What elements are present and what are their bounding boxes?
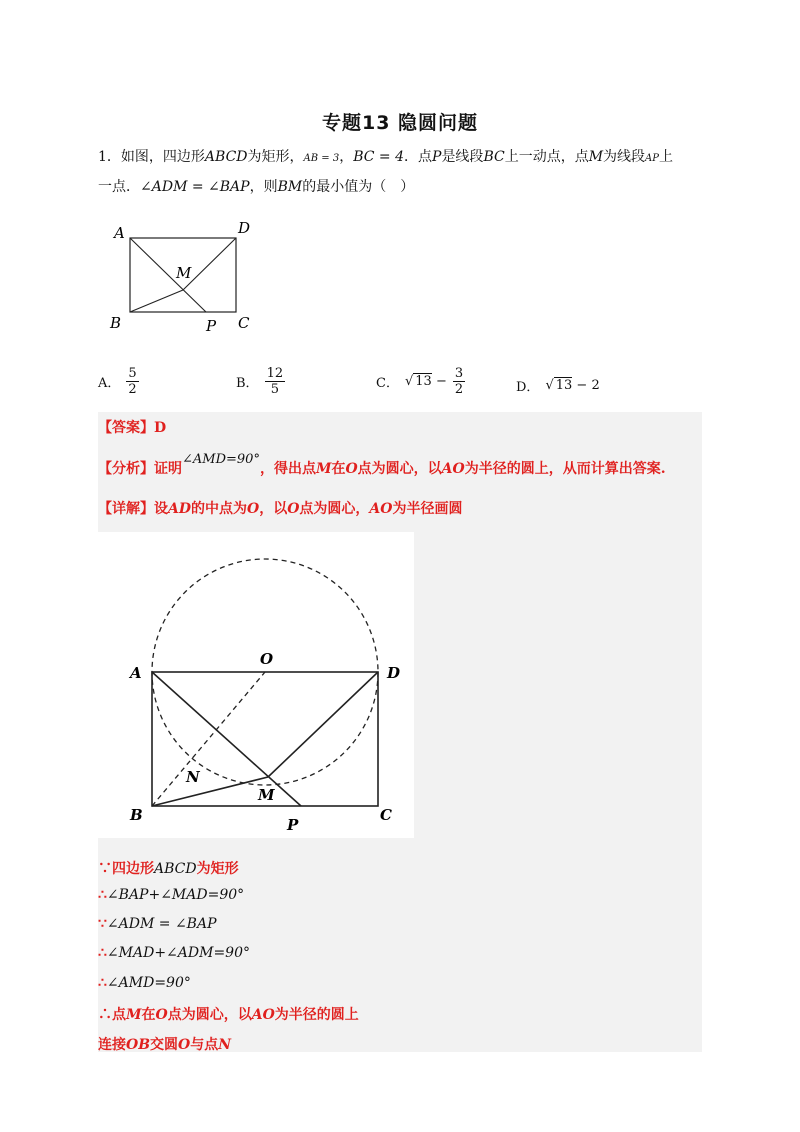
step-4 bbox=[98, 945, 250, 961]
label-c: C bbox=[380, 806, 392, 824]
analysis-text: 点为圆心，以 bbox=[357, 461, 442, 477]
option-c-fraction bbox=[453, 366, 465, 397]
option-a bbox=[98, 366, 139, 397]
detail-text: 的中点为 bbox=[191, 501, 248, 517]
analysis-math: O bbox=[345, 461, 358, 477]
label-b: B bbox=[130, 806, 143, 824]
step-text: 为半径的圆上 bbox=[274, 1007, 359, 1023]
step-math: ∠AMD=90° bbox=[106, 975, 191, 991]
step-text: 在 bbox=[141, 1007, 156, 1023]
q-text: ，则 bbox=[249, 179, 278, 195]
label-c: C bbox=[238, 314, 250, 332]
figure-1-diagram bbox=[108, 214, 268, 336]
q-math: P bbox=[432, 149, 442, 165]
numerator: 5 bbox=[128, 366, 137, 381]
q-math: BM bbox=[277, 179, 303, 195]
step-math: ∠MAD+∠ADM=90° bbox=[106, 945, 250, 961]
step-math: O bbox=[178, 1037, 191, 1053]
step-5 bbox=[98, 975, 191, 991]
q-text: 一点． bbox=[98, 179, 140, 195]
step-1 bbox=[98, 858, 239, 878]
minus-sign: − bbox=[435, 374, 447, 389]
detail-math: AD bbox=[168, 501, 192, 517]
detail-line bbox=[98, 498, 462, 518]
step-symbol: ∴ bbox=[98, 1007, 112, 1023]
answer-value: D bbox=[154, 420, 167, 436]
label-o: O bbox=[260, 650, 274, 668]
step-text: 点为圆心，以 bbox=[167, 1007, 252, 1023]
step-text: 四边形 bbox=[112, 861, 154, 877]
q-math: AB = 3 bbox=[303, 153, 340, 164]
denominator: 5 bbox=[270, 382, 279, 397]
analysis-text: 为半径的圆上，从而计算出答案. bbox=[464, 461, 666, 477]
step-math: ∠ADM = ∠BAP bbox=[106, 916, 217, 932]
question-number: 1． bbox=[98, 149, 121, 165]
step-math: O bbox=[155, 1007, 168, 1023]
step-symbol: ∵ bbox=[98, 916, 107, 932]
step-symbol: ∴ bbox=[98, 945, 107, 961]
q-math: BC bbox=[483, 149, 505, 165]
figure-2-diagram bbox=[98, 532, 414, 838]
step-text: 点 bbox=[112, 1007, 126, 1023]
label-a: A bbox=[130, 664, 142, 682]
analysis-math: AO bbox=[441, 461, 465, 477]
step-math: AO bbox=[251, 1007, 275, 1023]
label-b: B bbox=[110, 314, 122, 332]
denominator: 2 bbox=[454, 382, 464, 397]
label-m: M bbox=[176, 264, 192, 282]
detail-math: O bbox=[287, 501, 300, 517]
detail-math: AO bbox=[369, 501, 393, 517]
analysis-math: ∠AMD=90° bbox=[182, 452, 260, 467]
option-label: B． bbox=[236, 376, 259, 391]
step-text: 交圆 bbox=[150, 1037, 179, 1053]
label-n: N bbox=[186, 768, 200, 786]
step-math: ∠BAP+∠MAD=90° bbox=[106, 887, 245, 903]
question-line-1 bbox=[98, 146, 673, 166]
option-b bbox=[236, 366, 285, 397]
step-symbol: ∴ bbox=[98, 975, 107, 991]
answer-tag: 【答案】 bbox=[98, 420, 154, 436]
detail-text: 点为圆心， bbox=[299, 501, 370, 517]
segment-bm bbox=[130, 290, 183, 312]
step-math: N bbox=[218, 1037, 232, 1053]
step-text: 连接 bbox=[98, 1037, 126, 1053]
radicand: 13 bbox=[415, 374, 432, 389]
option-c-expr: √ 13 − bbox=[404, 374, 447, 389]
label-d: D bbox=[238, 219, 251, 237]
label-p: P bbox=[206, 317, 217, 335]
step-math: OB bbox=[126, 1037, 151, 1053]
q-math: ∠ADM = ∠BAP bbox=[140, 179, 250, 195]
q-text: ．点 bbox=[404, 149, 433, 165]
option-c bbox=[376, 366, 465, 397]
analysis-line bbox=[98, 452, 666, 478]
option-d-expr: √ 13 − 2 bbox=[545, 378, 600, 393]
option-label: A． bbox=[98, 376, 121, 391]
q-math: ABCD bbox=[204, 149, 248, 165]
step-3 bbox=[98, 916, 217, 932]
q-text: 如图，四边形 bbox=[120, 149, 205, 165]
denominator: 2 bbox=[128, 382, 137, 397]
question-line-2 bbox=[98, 176, 414, 196]
option-d bbox=[516, 376, 600, 395]
q-math: BC = 4 bbox=[353, 149, 405, 165]
numerator: 3 bbox=[454, 366, 464, 381]
option-b-fraction bbox=[265, 366, 286, 397]
detail-tag: 【详解】 bbox=[98, 501, 154, 517]
q-math: M bbox=[588, 149, 604, 165]
analysis-text: ，得出点 bbox=[259, 461, 316, 477]
label-a: A bbox=[114, 224, 125, 242]
analysis-text: 证明 bbox=[154, 461, 182, 477]
step-2 bbox=[98, 887, 244, 903]
figure-2-background bbox=[98, 532, 414, 838]
detail-text: 设 bbox=[154, 501, 168, 517]
step-symbol: ∴ bbox=[98, 887, 107, 903]
label-p: P bbox=[287, 816, 299, 834]
detail-text: 为半径画圆 bbox=[392, 501, 463, 517]
page-title: 专题13 隐圆问题 bbox=[321, 112, 479, 134]
step-symbol: ∵ bbox=[98, 861, 112, 877]
q-text: ， bbox=[339, 149, 354, 165]
step-text: 与点 bbox=[190, 1037, 219, 1053]
q-math: AP bbox=[645, 153, 659, 164]
detail-text: ，以 bbox=[259, 501, 288, 517]
step-7 bbox=[98, 1034, 231, 1054]
step-math: ABCD bbox=[154, 861, 197, 877]
step-6 bbox=[98, 1004, 359, 1024]
step-text: 为矩形 bbox=[196, 861, 239, 877]
analysis-tag: 【分析】 bbox=[98, 461, 154, 477]
analysis-text: 在 bbox=[331, 461, 346, 477]
radicand: 13 bbox=[555, 378, 573, 393]
q-text: 的最小值为（ ） bbox=[302, 179, 415, 195]
option-a-fraction bbox=[126, 366, 138, 397]
option-label: D． bbox=[516, 380, 540, 395]
label-m: M bbox=[258, 786, 275, 804]
segment-ap bbox=[130, 238, 206, 312]
step-math: M bbox=[126, 1007, 142, 1023]
q-text: 为矩形， bbox=[247, 149, 304, 165]
analysis-math: M bbox=[315, 461, 332, 477]
detail-math: O bbox=[247, 501, 260, 517]
q-text: 上一动点，点 bbox=[504, 149, 589, 165]
numerator: 12 bbox=[266, 366, 284, 381]
q-text: 上 bbox=[659, 149, 673, 165]
option-label: C． bbox=[376, 376, 399, 391]
expr-tail: − 2 bbox=[576, 378, 600, 393]
q-text: 为线段 bbox=[603, 149, 646, 165]
answer-line bbox=[98, 417, 166, 437]
label-d: D bbox=[387, 664, 401, 682]
q-text: 是线段 bbox=[441, 149, 484, 165]
